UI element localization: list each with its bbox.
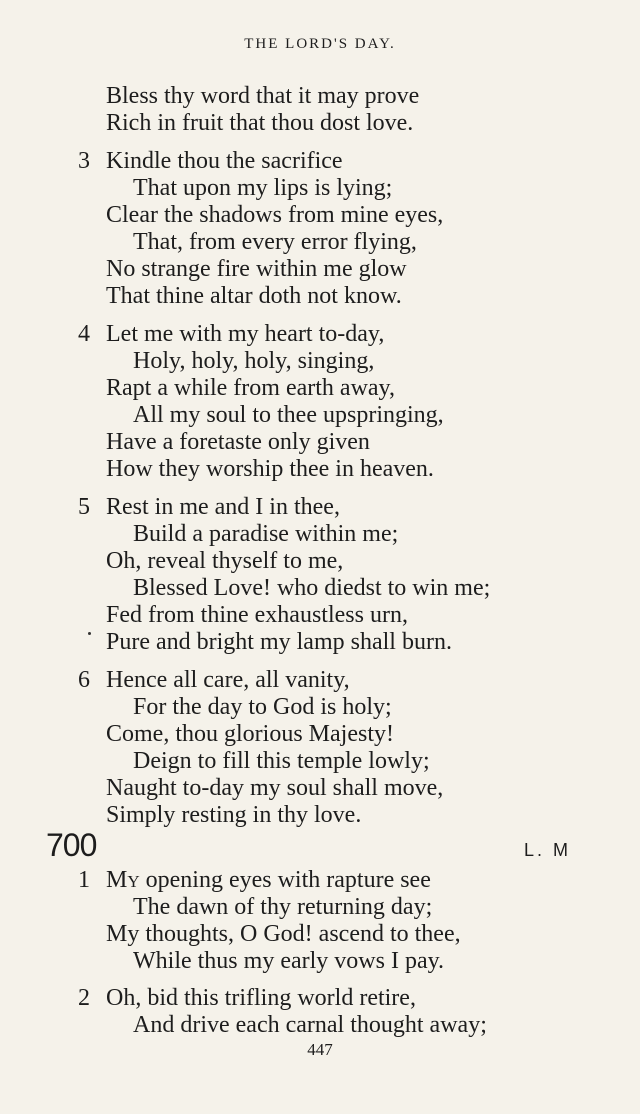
verse-line: Let me with my heart to-day, [106, 321, 385, 347]
verse-line: Kindle thou the sacrifice [106, 148, 343, 174]
verse-line: Deign to fill this temple lowly; [133, 748, 430, 774]
first-line-rest: opening eyes with rapture see [139, 867, 431, 893]
verse-line: Oh, reveal thyself to me, [106, 548, 344, 574]
verse-number: 3 [78, 148, 90, 174]
verse-line: For the day to God is holy; [133, 694, 392, 720]
verse-number: 4 [78, 321, 90, 347]
verse-line: And drive each carnal thought away; [133, 1012, 487, 1038]
verse-line: How they worship thee in heaven. [106, 456, 434, 482]
verse-line: All my soul to thee upspringing, [133, 402, 444, 428]
verse-line: Holy, holy, holy, singing, [133, 348, 375, 374]
verse-line: Naught to-day my soul shall move, [106, 775, 444, 801]
printer-mark [88, 632, 91, 635]
verse-line: That thine altar doth not know. [106, 283, 402, 309]
hymn-number: 700 [46, 827, 97, 863]
verse-line: Fed from thine exhaustless urn, [106, 602, 408, 628]
verse-line: Oh, bid this trifling world retire, [106, 985, 416, 1011]
verse-line: My thoughts, O God! ascend to thee, [106, 921, 461, 947]
verse-line: Have a foretaste only given [106, 429, 370, 455]
verse-number: 6 [78, 667, 90, 693]
verse-line: Build a paradise within me; [133, 521, 399, 547]
verse-line: That, from every error flying, [133, 229, 417, 255]
verse-line [106, 868, 431, 892]
verse-line: Come, thou glorious Majesty! [106, 721, 394, 747]
verse-line: The dawn of thy returning day; [133, 894, 433, 920]
verse-line: Rest in me and I in thee, [106, 494, 340, 520]
verse-line: Rapt a while from earth away, [106, 375, 395, 401]
verse-line: Simply resting in thy love. [106, 802, 362, 828]
verse-number: 5 [78, 494, 90, 520]
verse-line: Clear the shadows from mine eyes, [106, 202, 444, 228]
verse-line: While thus my early vows I pay. [133, 948, 445, 974]
verse-line: That upon my lips is lying; [133, 175, 393, 201]
verse-number: 1 [78, 867, 90, 893]
running-header: THE LORD'S DAY. [244, 36, 396, 52]
verse-number: 2 [78, 985, 90, 1011]
verse-line: Rich in fruit that thou dost love. [106, 110, 414, 136]
verse-line: Bless thy word that it may prove [106, 83, 420, 109]
verse-line: Pure and bright my lamp shall burn. [106, 629, 452, 655]
hymn-meter: L. M [524, 840, 572, 860]
first-word: My [106, 867, 140, 893]
verse-line: Blessed Love! who diedst to win me; [133, 575, 491, 601]
verse-line: No strange fire within me glow [106, 256, 407, 282]
verse-line: Hence all care, all vanity, [106, 667, 350, 693]
page-number: 447 [307, 1040, 333, 1059]
